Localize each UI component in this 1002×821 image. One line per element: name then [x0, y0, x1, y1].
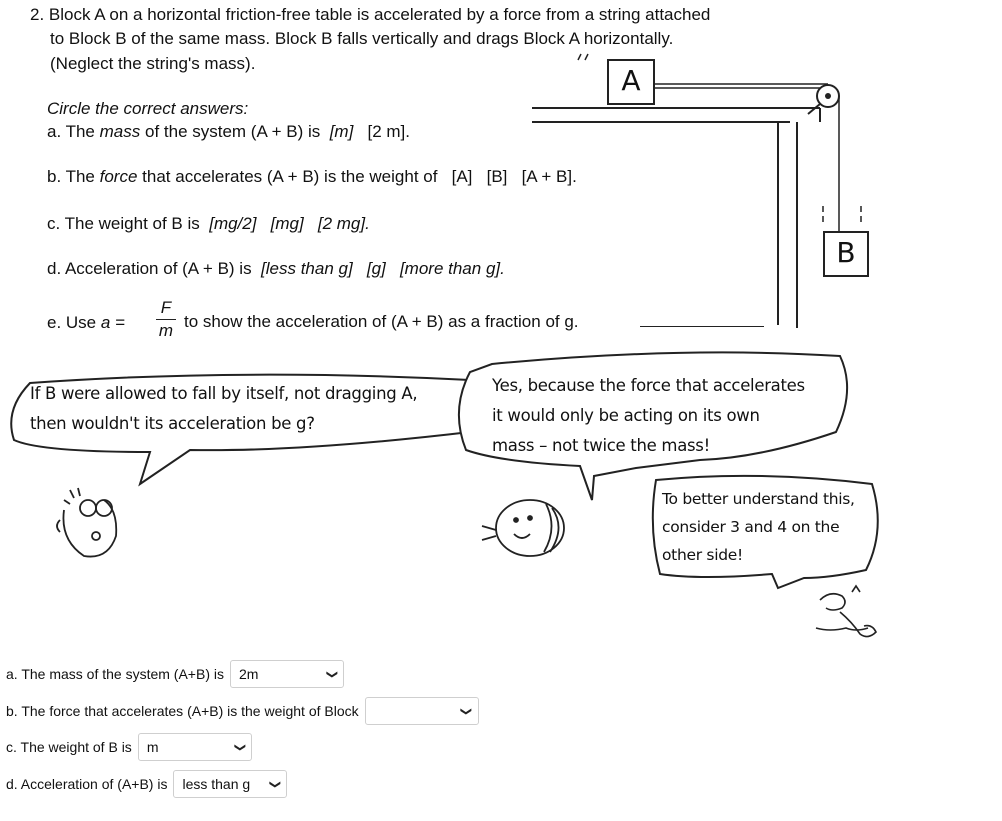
weight-select[interactable]: [138, 733, 252, 761]
intro-line-2: to Block B of the same mass. Block B falls vertically and drags Block A horizontally.: [50, 29, 674, 48]
chevron-down-icon: ❯: [233, 742, 246, 752]
small-bubble-line-2: consider 3 and 4 on the: [662, 518, 840, 536]
chevron-down-icon: ❯: [460, 706, 473, 716]
form-c-label: c. The weight of B is: [6, 739, 132, 755]
fraction-denominator: m: [158, 321, 174, 340]
right-bubble-line-3: mass – not twice the mass!: [492, 436, 710, 455]
chevron-down-icon: ❯: [325, 669, 338, 679]
right-bubble-line-1: Yes, because the force that accelerates: [492, 376, 805, 395]
intro-line-3: (Neglect the string's mass).: [50, 54, 256, 73]
character-girl-icon: [482, 500, 564, 556]
question-e: e. Use a =: [47, 313, 125, 332]
mass-select-value: 2m: [238, 666, 259, 682]
small-bubble-line-1: To better understand this,: [662, 490, 855, 508]
left-bubble-line-1: If B were allowed to fall by itself, not dragging A,: [30, 384, 418, 403]
circle-prompt: Circle the correct answers:: [47, 99, 249, 118]
right-bubble-line-2: it would only be acting on its own: [492, 406, 760, 425]
left-bubble-line-2: then wouldn't its acceleration be g?: [30, 414, 315, 433]
question-e-rest: to show the acceleration of (A + B) as a fraction of g.: [184, 312, 579, 331]
intro-line-1: Block A on a horizontal friction-free table is accelerated by a force from a string attached: [48, 5, 711, 24]
question-b: b. The force that accelerates (A + B) is the weight of [A] [B] [A + B].: [47, 167, 577, 186]
bird-icon: [816, 586, 876, 637]
problem-number: 2.: [30, 5, 45, 24]
form-b-label: b. The force that accelerates (A+B) is the weight of Block: [6, 703, 359, 719]
form-a-label: a. The mass of the system (A+B) is: [6, 666, 224, 682]
force-select[interactable]: [365, 697, 479, 725]
block-b-label: B: [836, 236, 856, 269]
acceleration-select[interactable]: [173, 770, 287, 798]
mass-select[interactable]: [230, 660, 344, 688]
fraction-numerator: F: [160, 298, 172, 317]
question-a: a. The mass of the system (A + B) is [m] [2 m].: [47, 122, 410, 141]
block-a-label: A: [621, 64, 641, 97]
small-bubble-line-3: other side!: [662, 546, 743, 564]
question-d: d. Acceleration of (A + B) is [less than g] [g] [more than g].: [47, 259, 505, 278]
form-row-a: [6, 660, 344, 688]
form-row-d: [6, 770, 287, 798]
form-row-b: [6, 697, 479, 725]
form-d-label: d. Acceleration of (A+B) is: [6, 776, 168, 792]
question-c: c. The weight of B is [mg/2] [mg] [2 mg].: [47, 214, 370, 233]
acceleration-select-value: less than g: [182, 776, 251, 792]
chevron-down-icon: ❯: [269, 779, 282, 789]
weight-select-value: m: [146, 739, 159, 755]
form-row-c: [6, 733, 252, 761]
character-glasses-icon: [57, 488, 116, 557]
